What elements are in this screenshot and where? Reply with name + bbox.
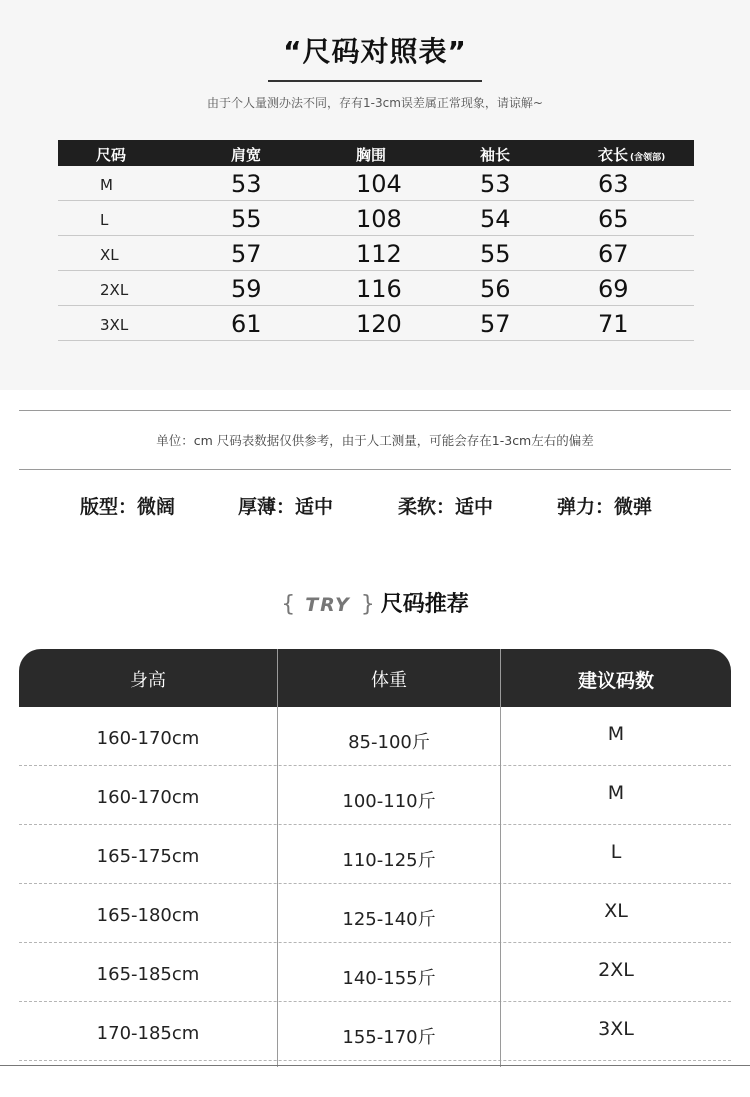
chest-cell: 120 <box>356 310 402 338</box>
length-cell: 71 <box>598 310 629 338</box>
height-cell: 165-175cm <box>96 846 200 867</box>
size-cell: 3XL <box>100 316 129 334</box>
attr-softness: 柔软：适中 <box>398 496 494 518</box>
suggested-size-cell: 2XL <box>598 959 634 981</box>
chest-cell: 112 <box>356 240 402 268</box>
length-cell: 69 <box>598 275 629 303</box>
weight-cell: 125-140斤 <box>342 909 436 930</box>
suggested-size-cell: M <box>607 723 625 745</box>
height-cell: 165-180cm <box>96 905 200 926</box>
header-weight: 体重 <box>371 670 407 691</box>
recommend-row <box>19 943 731 1002</box>
divider <box>19 469 731 470</box>
chest-cell: 108 <box>356 205 402 233</box>
size-cell: L <box>100 211 109 229</box>
unit-note: 单位：cm 尺码表数据仅供参考，由于人工测量，可能会存在1-3cm左右的偏差 <box>156 433 594 448</box>
shoulder-cell: 61 <box>231 310 262 338</box>
recommend-header <box>19 649 731 707</box>
suggested-size-cell: 3XL <box>598 1018 634 1040</box>
suggested-size-cell: M <box>607 782 625 804</box>
size-row <box>58 166 694 201</box>
sleeve-cell: 56 <box>480 275 511 303</box>
weight-cell: 140-155斤 <box>342 968 436 989</box>
column-divider <box>500 649 501 1067</box>
attr-fit: 版型：微阔 <box>80 496 176 518</box>
header-sleeve: 袖长 <box>480 146 511 164</box>
header-length-note: (含领部) <box>630 153 666 163</box>
attr-elasticity: 弹力：微弹 <box>557 496 653 518</box>
fabric-attributes <box>0 492 750 522</box>
height-cell: 165-185cm <box>96 964 200 985</box>
recommend-row <box>19 884 731 943</box>
size-row <box>58 236 694 271</box>
height-cell: 160-170cm <box>96 787 200 808</box>
recommend-row <box>19 707 731 766</box>
bottom-rule <box>0 1065 750 1066</box>
sleeve-cell: 53 <box>480 170 511 198</box>
size-recommend-table <box>19 649 731 1061</box>
page-title: “尺码对照表” <box>283 35 467 68</box>
shoulder-cell: 57 <box>231 240 262 268</box>
height-cell: 160-170cm <box>96 728 200 749</box>
length-cell: 65 <box>598 205 629 233</box>
weight-cell: 110-125斤 <box>342 850 436 871</box>
size-row <box>58 271 694 306</box>
height-cell: 170-185cm <box>96 1023 200 1044</box>
recommend-row <box>19 766 731 825</box>
sleeve-cell: 57 <box>480 310 511 338</box>
size-chart-header <box>58 140 694 166</box>
header-length-label: 衣长 <box>598 146 629 164</box>
open-brace: { <box>281 592 296 617</box>
chest-cell: 104 <box>356 170 402 198</box>
close-brace: } <box>360 592 375 617</box>
weight-cell: 155-170斤 <box>342 1027 436 1048</box>
suggested-size-cell: XL <box>604 900 628 922</box>
recommend-row <box>19 825 731 884</box>
length-cell: 63 <box>598 170 629 198</box>
try-heading <box>0 587 750 618</box>
size-cell: 2XL <box>100 281 129 299</box>
size-row <box>58 201 694 236</box>
shoulder-cell: 59 <box>231 275 262 303</box>
header-height: 身高 <box>130 670 166 691</box>
column-divider <box>277 649 278 1067</box>
weight-cell: 100-110斤 <box>342 791 436 812</box>
try-word: TRY <box>305 594 351 616</box>
header-length <box>598 144 665 165</box>
attr-thickness: 厚薄：适中 <box>238 496 334 518</box>
header-chest: 胸围 <box>356 146 387 164</box>
measurement-disclaimer: 由于个人量测办法不同，存有1-3cm误差属正常现象，请谅解~ <box>207 96 543 110</box>
header-size: 尺码 <box>96 146 127 164</box>
size-cell: M <box>100 176 113 194</box>
sleeve-cell: 54 <box>480 205 511 233</box>
chest-cell: 116 <box>356 275 402 303</box>
size-row <box>58 306 694 341</box>
shoulder-cell: 55 <box>231 205 262 233</box>
sleeve-cell: 55 <box>480 240 511 268</box>
size-chart-table <box>58 140 694 341</box>
recommend-title: 尺码推荐 <box>380 592 469 617</box>
weight-cell: 85-100斤 <box>348 732 430 753</box>
suggested-size-cell: L <box>610 841 622 863</box>
recommend-row <box>19 1002 731 1061</box>
divider <box>19 410 731 411</box>
header-suggested-size: 建议码数 <box>577 670 654 692</box>
shoulder-cell: 53 <box>231 170 262 198</box>
header-shoulder: 肩宽 <box>231 146 262 164</box>
length-cell: 67 <box>598 240 629 268</box>
size-cell: XL <box>100 246 119 264</box>
title-underline <box>268 80 482 82</box>
